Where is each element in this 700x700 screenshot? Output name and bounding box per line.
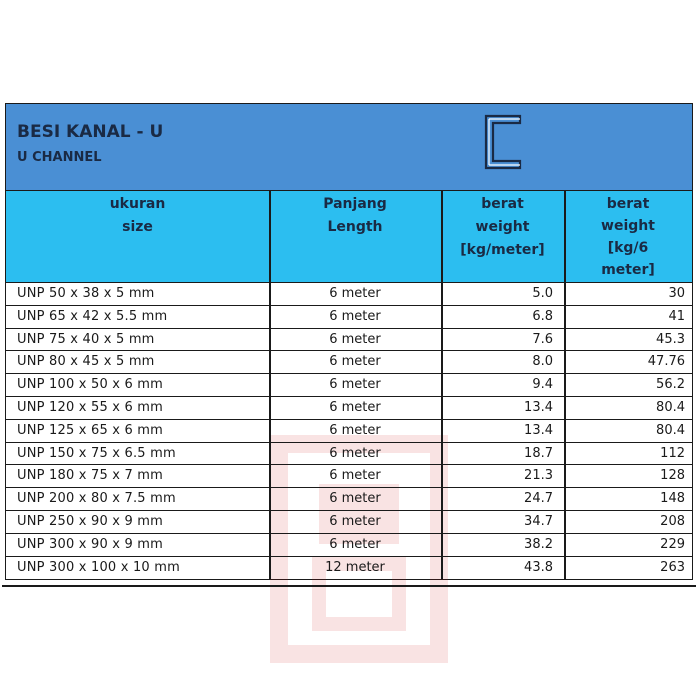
cell-weight-per-6-meter: 263 (660, 559, 685, 575)
cell-weight-per-meter: 8.0 (532, 354, 553, 370)
bottom-rule (2, 585, 696, 587)
table-row (6, 283, 692, 306)
cell-weight-per-meter: 13.4 (524, 400, 553, 415)
cell-size: UNP 80 x 45 x 5 mm (17, 354, 155, 370)
cell-weight-per-meter: 5.0 (532, 286, 553, 301)
cell-weight-per-meter: 21.3 (524, 468, 553, 484)
cell-weight-per-6-meter: 80.4 (656, 422, 685, 438)
cell-length: 6 meter (329, 491, 381, 507)
cell-size: UNP 300 x 100 x 10 mm (17, 559, 180, 575)
cell-size: UNP 180 x 75 x 7 mm (17, 468, 164, 484)
cell-weight-per-6-meter: 56.2 (656, 377, 685, 393)
cell-weight-per-6-meter: 112 (660, 445, 685, 461)
cell-size: UNP 50 x 38 x 5 mm (17, 286, 155, 301)
page-title: BESI KANAL - U (17, 122, 164, 142)
cell-length: 6 meter (329, 468, 381, 484)
cell-length: 6 meter (329, 286, 381, 301)
u-channel-profile-icon (480, 113, 524, 171)
price-table (5, 103, 693, 580)
table-header (6, 191, 692, 283)
cell-weight-per-meter: 18.7 (524, 445, 553, 461)
cell-size: UNP 120 x 55 x 6 mm (17, 400, 164, 415)
cell-weight-per-6-meter: 41 (668, 308, 685, 324)
header-size: ukuran size (109, 196, 166, 235)
table-row (6, 420, 692, 443)
table-row (6, 374, 692, 397)
cell-size: UNP 300 x 90 x 9 mm (17, 536, 164, 552)
cell-size: UNP 65 x 42 x 5.5 mm (17, 308, 168, 324)
cell-weight-per-meter: 6.8 (532, 308, 553, 324)
cell-weight-per-meter: 34.7 (524, 514, 553, 529)
cell-weight-per-6-meter: 208 (660, 514, 685, 529)
table-row (6, 351, 692, 374)
cell-weight-per-meter: 24.7 (524, 491, 553, 507)
cell-weight-per-6-meter: 229 (660, 536, 685, 552)
cell-length: 6 meter (329, 308, 381, 324)
cell-weight-per-meter: 43.8 (524, 559, 553, 575)
cell-length: 6 meter (329, 422, 381, 438)
cell-weight-per-meter: 9.4 (532, 377, 553, 393)
title-band (6, 104, 692, 191)
page-subtitle: U CHANNEL (17, 150, 102, 165)
cell-weight-per-6-meter: 148 (660, 491, 685, 507)
cell-weight-per-6-meter: 47.76 (647, 354, 685, 370)
cell-weight-per-meter: 13.4 (524, 422, 553, 438)
cell-length: 6 meter (329, 514, 381, 529)
cell-weight-per-meter: 7.6 (532, 331, 553, 347)
table-row (6, 488, 692, 511)
cell-weight-per-6-meter: 80.4 (656, 400, 685, 415)
header-weight-per-meter: berat weight [kg/meter] (460, 196, 545, 258)
cell-weight-per-6-meter: 45.3 (656, 331, 685, 347)
cell-size: UNP 250 x 90 x 9 mm (17, 514, 164, 529)
header-weight-per-6-meter: berat weight [kg/6 meter] (601, 196, 655, 278)
cell-size: UNP 200 x 80 x 7.5 mm (17, 491, 176, 507)
cell-length: 6 meter (329, 445, 381, 461)
cell-size: UNP 125 x 65 x 6 mm (17, 422, 164, 438)
cell-size: UNP 75 x 40 x 5 mm (17, 331, 155, 347)
table-row (6, 397, 692, 420)
table-row (6, 443, 692, 466)
table-row (6, 306, 692, 329)
table-row (6, 511, 692, 534)
cell-length: 12 meter (325, 559, 385, 575)
cell-length: 6 meter (329, 354, 381, 370)
table-row (6, 329, 692, 352)
cell-length: 6 meter (329, 331, 381, 347)
cell-weight-per-6-meter: 128 (660, 468, 685, 484)
table-row (6, 534, 692, 557)
cell-size: UNP 150 x 75 x 6.5 mm (17, 445, 176, 461)
table-row (6, 557, 692, 580)
table-row (6, 465, 692, 488)
cell-length: 6 meter (329, 377, 381, 393)
header-length: Panjang Length (323, 196, 387, 235)
cell-length: 6 meter (329, 400, 381, 415)
cell-size: UNP 100 x 50 x 6 mm (17, 377, 164, 393)
cell-weight-per-meter: 38.2 (524, 536, 553, 552)
cell-weight-per-6-meter: 30 (668, 286, 685, 301)
cell-length: 6 meter (329, 536, 381, 552)
